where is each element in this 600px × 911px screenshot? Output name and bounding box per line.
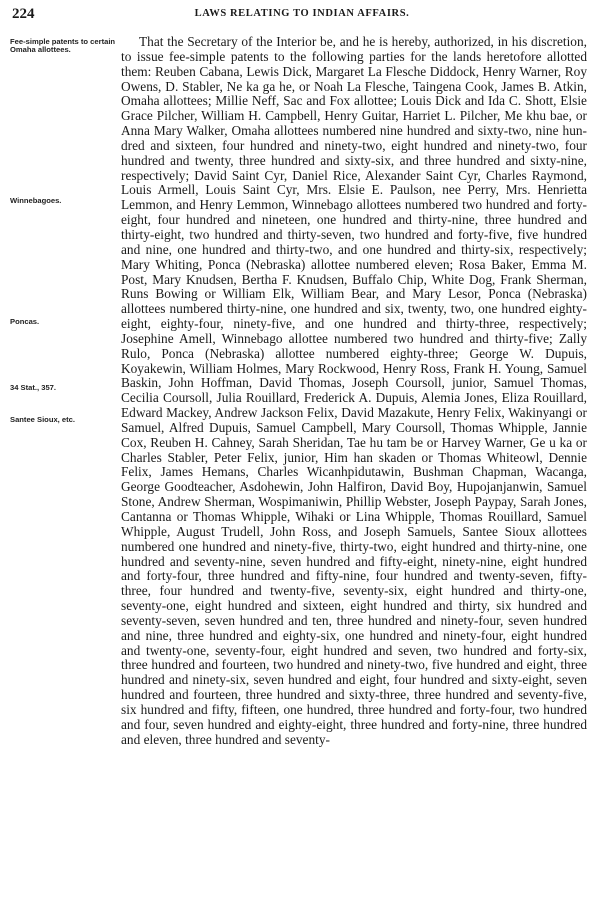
margin-note-winnebagoes: Winnebagoes.	[10, 196, 62, 205]
body-paragraph: That the Secretary of the Interior be, and he is hereby, authorized, in his discretion, to issue fee-simple patents to the following parties for the lands heretofore allotted them: Reuben Cabana, Lewis Dick, Margaret La Flesche Diddock, Henry Warner, Roy Owens, D. Stabler, Ne ka ga he, or Noah La Flesche, Taingena Cook, James B. Atkin, Omaha allottees; Millie Neff, Sac and Fox allottee; Louis Dick and Ida C. Shott, Elsie Grace Pilcher, William H. Campbell, Henry Guitar, Harriet L. Pilcher, Me khu bae, or Anna Mary Walker, Omaha allottees numbered nine hundred and sixty-two, nine hundred and sixteen, four hundred and ninety-two, eight hundred and ninety-two, four hundred and twenty, three hundred and sixty-six, and three hundred and sixty-nine, respectively; David Saint Cyr, Daniel Rice, Alexander Saint Cyr, Charles Raymond, Louis Armell, Louis Saint Cyr, Mrs. Elsie E. Paulson, nee Perry, Mrs. Henrietta Lemmon, and Henry Lemmon, Winnebago allottees numbered two hundred and forty-eight, four hundred and nineteen, one hundred and thirty-nine, three hundred and thirty-eight, two hundred and thirty-seven, two hundred and forty-five, five hundred and nine, one hundred and thirty-two, and one hundred and thirty-six, respectively; Mary Whiting, Ponca (Nebraska) allottee numbered eleven; Rosa Baker, Emma M. Post, Mary Knudsen, Bertha F. Knudsen, Buffalo Chip, White Dog, Frank Sherman, Runs Bowing or William Elk, William Bear, and Mary Lesor, Ponca (Nebraska) allottees numbered thirty-nine, one hundred and six, twenty, two, one hundred eighty-eight, eighty-four, ninety-five, and one hundred and thirty-three, respectively; Josephine Amell, Winnebago allottee numbered two hundred and thirty-five; Zally Rulo, Ponca (Nebraska) allottee numbered eighty-three; George W. Dupuis, Koyakewin, William Holmes, Mary Rockwood, Henry Ross, Frank H. Young, Samuel Baskin, John Hoffman, David Thomas, Joseph Coursoll, junior, Samuel Thomas, Cecilia Coursoll, Julia Rouillard, Frederick A. Dupuis, Alemia Jones, Eliza Rouillard, Edward Mackey, Andrew Jackson Felix, David Mazakute, Henry Felix, Wakinyangi or Samuel, Alfred Dupuis, Samuel Campbell, Mary Coursoll, Thomas Whipple, Jannie Cox, Reuben H. Cahney, Sarah Sheridan, Tae hu tam be or Harvey Warner, Ge u ka or Charles Stabler, Peter Felix, junior, Him han skaden or Thomas Whiteowl, Dennie Felix, James Hemans, Charles Wicanhpidutawin, Bushman Chapman, Wacanga, George Goodteacher, Asdohewin, John Halfiron, David Boy, Hupojanjanwin, Samuel Stone, Andrew Sherman, Wospimaniwin, Phillip Webster, Joseph Paypay, Sarah Jones, Cantanna or Thomas Whipple, Wihaki or Lina Whipple, Thomas Rouillard, Samuel Whipple, August Trudell, John Ross, and Joseph Samuels, Santee Sioux allottees numbered one hundred and ninety-five, thirty-two, eight hundred and thirty-nine, one hundred and seventy-nine, seven hundred and fifty-eight, ninety-nine, eight hundred and forty-four, three hundred and fifty-nine, four hundred and twenty-seven, fifty-three, four hundred and twenty-five, seventy-six, eight hundred and thirty-one, seventy-one, eight hundred and sixteen, eight hundred and thirty, six hundred and seventy-seven, seven hundred and ten, three hundred and ninety-four, seven hundred and nine, three hundred and eighty-six, one hundred and ninety-four, eight hundred and twenty-one, seventy-four, eight hundred and seven, two hundred and forty-six, three hundred and fourteen, two hundred and ninety-two, five hundred and eight, three hundred and ninety-six, seven hundred and eight, four hundred and sixty-eight, seven hundred and fourteen, three hundred and sixty-three, three hundred and seventy-five, six hundred and fifty, fifteen, one hundred, three hundred and forty-four, two hundred and four, seven hundred and eighty-eight, three hundred and forty-nine, three hundred and eleven, three hundred and seventy-	[121, 35, 587, 747]
page-number: 224	[12, 6, 35, 22]
margin-note-statute: 34 Stat., 357.	[10, 383, 57, 392]
margin-note-santee: Santee Sioux, etc.	[10, 415, 75, 424]
running-head: LAWS RELATING TO INDIAN AFFAIRS.	[194, 8, 410, 19]
margin-note-fee-simple: Fee-simple patents to certain Omaha allottees.	[10, 37, 116, 55]
page-header	[12, 6, 592, 24]
margin-note-poncas: Poncas.	[10, 317, 40, 326]
